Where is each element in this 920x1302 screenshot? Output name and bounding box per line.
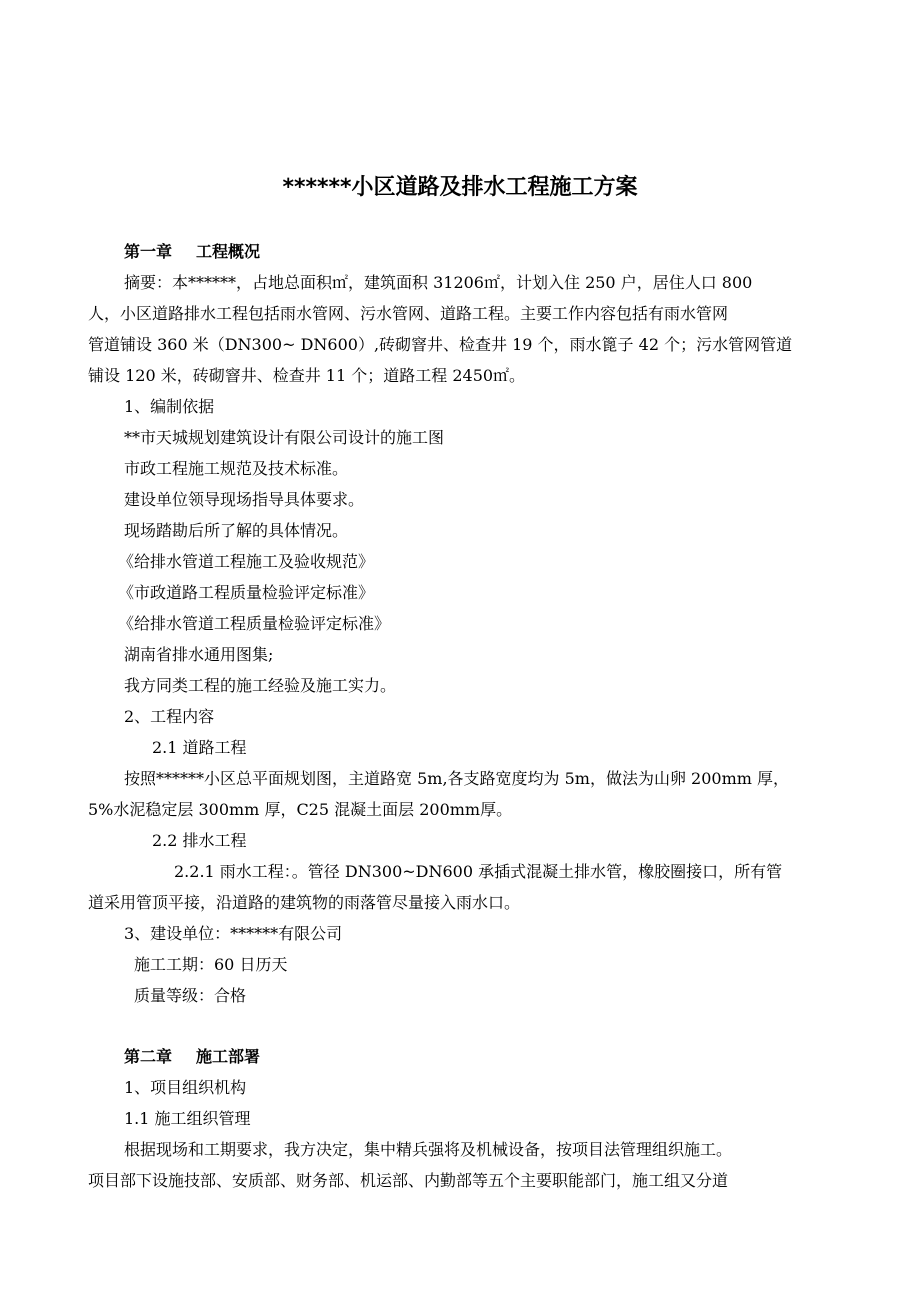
- subsection-heading: 2.1 道路工程: [152, 738, 247, 757]
- org-line: 项目部下设施技部、安质部、财务部、机运部、内勤部等五个主要职能部门，施工组又分道: [88, 1171, 729, 1190]
- basis-item: 湖南省排水通用图集;: [124, 645, 274, 664]
- section-heading: 2、工程内容: [124, 707, 215, 726]
- basis-item: 建设单位领导现场指导具体要求。: [124, 490, 365, 509]
- chapter-2-heading: [124, 1046, 260, 1068]
- road-line: 5%水泥稳定层 300mm 厚，C25 混凝土面层 200mm厚。: [88, 800, 513, 819]
- summary-line: 人，小区道路排水工程包括雨水管网、污水管网、道路工程。主要工作内容包括有雨水管网: [88, 304, 729, 323]
- drain-line: 道采用管顶平接，沿道路的建筑物的雨落管尽量接入雨水口。: [88, 893, 521, 912]
- section-heading: 1、项目组织机构: [124, 1078, 247, 1097]
- period-line: 施工工期：60 日历天: [134, 955, 288, 974]
- road-line: 按照******小区总平面规划图，主道路宽 5m,各支路宽度均为 5m，做法为山卵 200mm 厚，: [124, 769, 790, 788]
- chapter-1-label: 第一章: [124, 242, 173, 261]
- summary-line: 摘要：本******，占地总面积㎡，建筑面积 31206㎡，计划入住 250 户，居住人口 800: [124, 273, 753, 292]
- subsection-heading: 1.1 施工组织管理: [124, 1109, 251, 1128]
- basis-item: 《给排水管道工程质量检验评定标准》: [118, 614, 391, 633]
- org-line: 根据现场和工期要求，我方决定，集中精兵强将及机械设备，按项目法管理组织施工。: [124, 1140, 733, 1159]
- basis-item: 现场踏勘后所了解的具体情况。: [124, 521, 349, 540]
- chapter-2-label: 第二章: [124, 1047, 173, 1066]
- summary-line: 管道铺设 360 米（DN300~ DN600）,砖砌窨井、检查井 19 个，雨水篦子 42 个；污水管网管道: [88, 335, 793, 354]
- section-heading: 1、编制依据: [124, 397, 215, 416]
- chapter-2-name: 施工部署: [196, 1047, 261, 1066]
- document-title: ******小区道路及排水工程施工方案: [282, 175, 638, 200]
- section-heading: 3、建设单位：******有限公司: [124, 924, 343, 943]
- basis-item: 《给排水管道工程施工及验收规范》: [118, 552, 375, 571]
- basis-item: **市天城规划建筑设计有限公司设计的施工图: [124, 428, 445, 447]
- chapter-1-heading: [124, 241, 260, 263]
- basis-item: 《市政道路工程质量检验评定标准》: [118, 583, 375, 602]
- subsection-heading: 2.2 排水工程: [152, 831, 247, 850]
- drain-line: 2.2.1 雨水工程：。管径 DN300~DN600 承插式混凝土排水管，橡胶圈接口，所有管: [174, 862, 783, 881]
- chapter-1-name: 工程概况: [196, 242, 261, 261]
- summary-line: 铺设 120 米，砖砌窨井、检查井 11 个；道路工程 2450㎡。: [88, 366, 526, 385]
- basis-item: 市政工程施工规范及技术标准。: [124, 459, 349, 478]
- basis-item: 我方同类工程的施工经验及施工实力。: [124, 676, 397, 695]
- quality-line: 质量等级：合格: [134, 986, 247, 1005]
